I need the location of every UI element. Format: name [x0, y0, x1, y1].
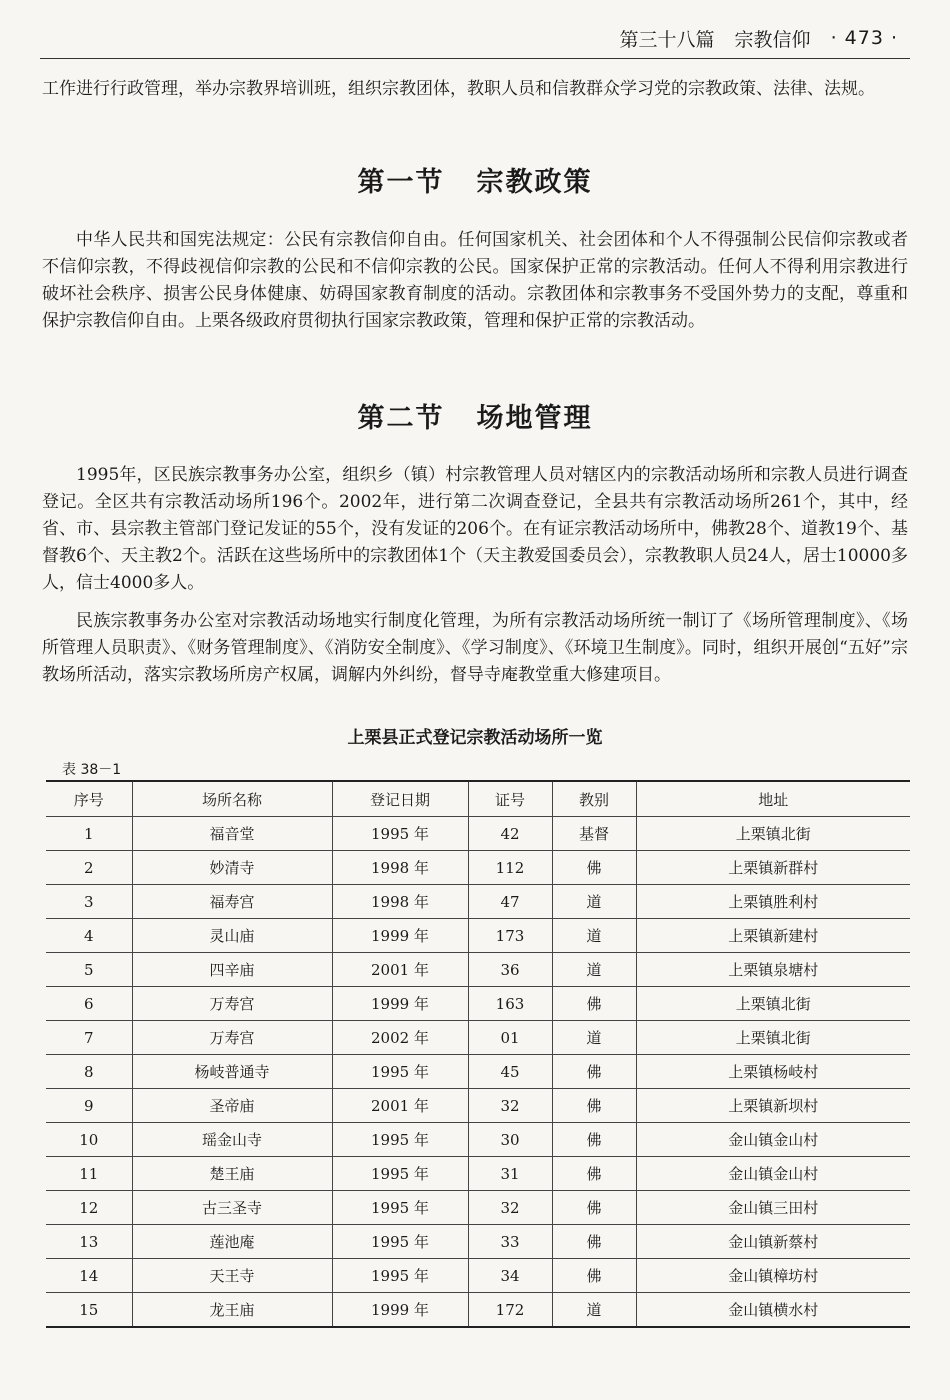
row-number-cell: 15 — [46, 1293, 132, 1328]
table-row — [46, 1157, 910, 1191]
site-name-cell: 福音堂 — [132, 817, 332, 851]
row-number-cell: 6 — [46, 987, 132, 1021]
site-name-cell: 万寿宫 — [132, 1021, 332, 1055]
table-row — [46, 1293, 910, 1328]
address-cell: 上栗镇新坝村 — [636, 1089, 910, 1123]
site-name-cell: 四辛庙 — [132, 953, 332, 987]
religion-cell: 道 — [552, 885, 636, 919]
table-row — [46, 1089, 910, 1123]
address-cell: 金山镇金山村 — [636, 1123, 910, 1157]
row-number-cell: 10 — [46, 1123, 132, 1157]
site-name-cell: 妙清寺 — [132, 851, 332, 885]
religion-cell: 佛 — [552, 1089, 636, 1123]
site-name-cell: 福寿宫 — [132, 885, 332, 919]
section2-paragraph-2: 民族宗教事务办公室对宗教活动场地实行制度化管理，为所有宗教活动场所统一制订了《场所管理制度》、《场所管理人员职责》、《财务管理制度》、《消防安全制度》、《学习制度》、《环境卫生制度》。同时，组织开展创“五好”宗教场所活动，落实宗教场所房产权属，调解内外纠纷，督导寺庵教堂重大修建项目。 — [42, 611, 908, 685]
chapter-label: 第三十八篇 — [619, 28, 715, 51]
column-header: 序号 — [46, 781, 132, 817]
religion-cell: 佛 — [552, 1157, 636, 1191]
registration-date-cell: 1995 年 — [332, 1225, 468, 1259]
registration-date-cell: 1995 年 — [332, 1123, 468, 1157]
section1-heading — [0, 160, 950, 199]
table-row — [46, 919, 910, 953]
section1-number: 第一节 — [357, 167, 445, 198]
table-row — [46, 1259, 910, 1293]
table-row — [46, 1123, 910, 1157]
table-row — [46, 953, 910, 987]
address-cell: 金山镇金山村 — [636, 1157, 910, 1191]
certificate-number-cell: 01 — [468, 1021, 552, 1055]
table-row — [46, 817, 910, 851]
religion-cell: 佛 — [552, 987, 636, 1021]
table-row — [46, 987, 910, 1021]
religion-cell: 道 — [552, 919, 636, 953]
chapter-topic: 宗教信仰 — [734, 28, 811, 51]
row-number-cell: 9 — [46, 1089, 132, 1123]
address-cell: 金山镇横水村 — [636, 1293, 910, 1328]
religion-cell: 基督 — [552, 817, 636, 851]
intro-paragraph: 工作进行行政管理，举办宗教界培训班，组织宗教团体，教职人员和信教群众学习党的宗教政策、法律、法规。 — [42, 79, 875, 99]
religion-cell: 佛 — [552, 851, 636, 885]
registration-date-cell: 1998 年 — [332, 851, 468, 885]
certificate-number-cell: 173 — [468, 919, 552, 953]
certificate-number-cell: 172 — [468, 1293, 552, 1328]
certificate-number-cell: 163 — [468, 987, 552, 1021]
registration-date-cell: 1995 年 — [332, 817, 468, 851]
religion-cell: 道 — [552, 1293, 636, 1328]
religion-cell: 佛 — [552, 1259, 636, 1293]
section2-number: 第二节 — [357, 403, 445, 434]
registration-date-cell: 1995 年 — [332, 1157, 468, 1191]
page-number: · 473 · — [830, 27, 898, 49]
site-name-cell: 龙王庙 — [132, 1293, 332, 1328]
religion-cell: 佛 — [552, 1055, 636, 1089]
table-row — [46, 851, 910, 885]
site-name-cell: 瑶金山寺 — [132, 1123, 332, 1157]
running-header — [40, 18, 910, 59]
address-cell: 上栗镇北街 — [636, 1021, 910, 1055]
certificate-number-cell: 42 — [468, 817, 552, 851]
address-cell: 上栗镇新群村 — [636, 851, 910, 885]
column-header: 地址 — [636, 781, 910, 817]
table-row — [46, 1055, 910, 1089]
column-header: 证号 — [468, 781, 552, 817]
address-cell: 金山镇新蔡村 — [636, 1225, 910, 1259]
address-cell: 上栗镇北街 — [636, 987, 910, 1021]
address-cell: 金山镇樟坊村 — [636, 1259, 910, 1293]
certificate-number-cell: 30 — [468, 1123, 552, 1157]
registration-date-cell: 1995 年 — [332, 1259, 468, 1293]
registry-table — [46, 780, 910, 1328]
site-name-cell: 杨岐普通寺 — [132, 1055, 332, 1089]
row-number-cell: 1 — [46, 817, 132, 851]
address-cell: 上栗镇杨岐村 — [636, 1055, 910, 1089]
row-number-cell: 7 — [46, 1021, 132, 1055]
certificate-number-cell: 36 — [468, 953, 552, 987]
certificate-number-cell: 33 — [468, 1225, 552, 1259]
certificate-number-cell: 32 — [468, 1089, 552, 1123]
religion-cell: 道 — [552, 953, 636, 987]
row-number-cell: 14 — [46, 1259, 132, 1293]
table-header-row — [46, 781, 910, 817]
address-cell: 上栗镇泉塘村 — [636, 953, 910, 987]
row-number-cell: 2 — [46, 851, 132, 885]
site-name-cell: 莲池庵 — [132, 1225, 332, 1259]
certificate-number-cell: 34 — [468, 1259, 552, 1293]
registration-date-cell: 1999 年 — [332, 919, 468, 953]
table-row — [46, 1191, 910, 1225]
registration-date-cell: 1999 年 — [332, 1293, 468, 1328]
table-body — [46, 817, 910, 1328]
section2-heading — [0, 396, 950, 435]
table-number: 表 38－1 — [62, 762, 122, 778]
certificate-number-cell: 45 — [468, 1055, 552, 1089]
registration-date-cell: 1995 年 — [332, 1191, 468, 1225]
site-name-cell: 天王寺 — [132, 1259, 332, 1293]
registration-date-cell: 2001 年 — [332, 953, 468, 987]
registration-date-cell: 2002 年 — [332, 1021, 468, 1055]
column-header: 场所名称 — [132, 781, 332, 817]
row-number-cell: 3 — [46, 885, 132, 919]
table-row — [46, 1021, 910, 1055]
column-header: 登记日期 — [332, 781, 468, 817]
certificate-number-cell: 47 — [468, 885, 552, 919]
registration-date-cell: 1995 年 — [332, 1055, 468, 1089]
section1-paragraph: 中华人民共和国宪法规定：公民有宗教信仰自由。任何国家机关、社会团体和个人不得强制公民信仰宗教或者不信仰宗教，不得歧视信仰宗教的公民和不信仰宗教的公民。国家保护正常的宗教活动。任何人不得利用宗教进行破坏社会秩序、损害公民身体健康、妨碍国家教育制度的活动。宗教团体和宗教事务不受国外势力的支配，尊重和保护宗教信仰自由。上栗各级政府贯彻执行国家宗教政策，管理和保护正常的宗教活动。 — [42, 230, 908, 331]
table-row — [46, 1225, 910, 1259]
row-number-cell: 12 — [46, 1191, 132, 1225]
section2-title: 场地管理 — [476, 403, 593, 434]
table-row — [46, 885, 910, 919]
site-name-cell: 万寿宫 — [132, 987, 332, 1021]
site-name-cell: 圣帝庙 — [132, 1089, 332, 1123]
religion-cell: 佛 — [552, 1225, 636, 1259]
registration-date-cell: 2001 年 — [332, 1089, 468, 1123]
certificate-number-cell: 32 — [468, 1191, 552, 1225]
row-number-cell: 11 — [46, 1157, 132, 1191]
address-cell: 上栗镇新建村 — [636, 919, 910, 953]
site-name-cell: 古三圣寺 — [132, 1191, 332, 1225]
registration-date-cell: 1999 年 — [332, 987, 468, 1021]
row-number-cell: 8 — [46, 1055, 132, 1089]
address-cell: 金山镇三田村 — [636, 1191, 910, 1225]
section1-title: 宗教政策 — [476, 167, 593, 198]
religion-cell: 佛 — [552, 1123, 636, 1157]
address-cell: 上栗镇胜利村 — [636, 885, 910, 919]
address-cell: 上栗镇北街 — [636, 817, 910, 851]
registration-date-cell: 1998 年 — [332, 885, 468, 919]
column-header: 教别 — [552, 781, 636, 817]
site-name-cell: 楚王庙 — [132, 1157, 332, 1191]
row-number-cell: 13 — [46, 1225, 132, 1259]
certificate-number-cell: 112 — [468, 851, 552, 885]
row-number-cell: 5 — [46, 953, 132, 987]
religion-cell: 道 — [552, 1021, 636, 1055]
religion-cell: 佛 — [552, 1191, 636, 1225]
certificate-number-cell: 31 — [468, 1157, 552, 1191]
row-number-cell: 4 — [46, 919, 132, 953]
section2-paragraph-1: 1995年，区民族宗教事务办公室，组织乡（镇）村宗教管理人员对辖区内的宗教活动场所和宗教人员进行调查登记。全区共有宗教活动场所196个。2002年，进行第二次调查登记，全县共有宗教活动场所261个，其中，经省、市、县宗教主管部门登记发证的55个，没有发证的206个。在有证宗教活动场所中，佛教28个、道教19个、基督教6个、天主教2个。活跃在这些场所中的宗教团体1个（天主教爱国委员会），宗教教职人员24人，居士10000多人，信士4000多人。 — [42, 465, 908, 593]
table-title: 上栗县正式登记宗教活动场所一览 — [347, 728, 603, 748]
site-name-cell: 灵山庙 — [132, 919, 332, 953]
